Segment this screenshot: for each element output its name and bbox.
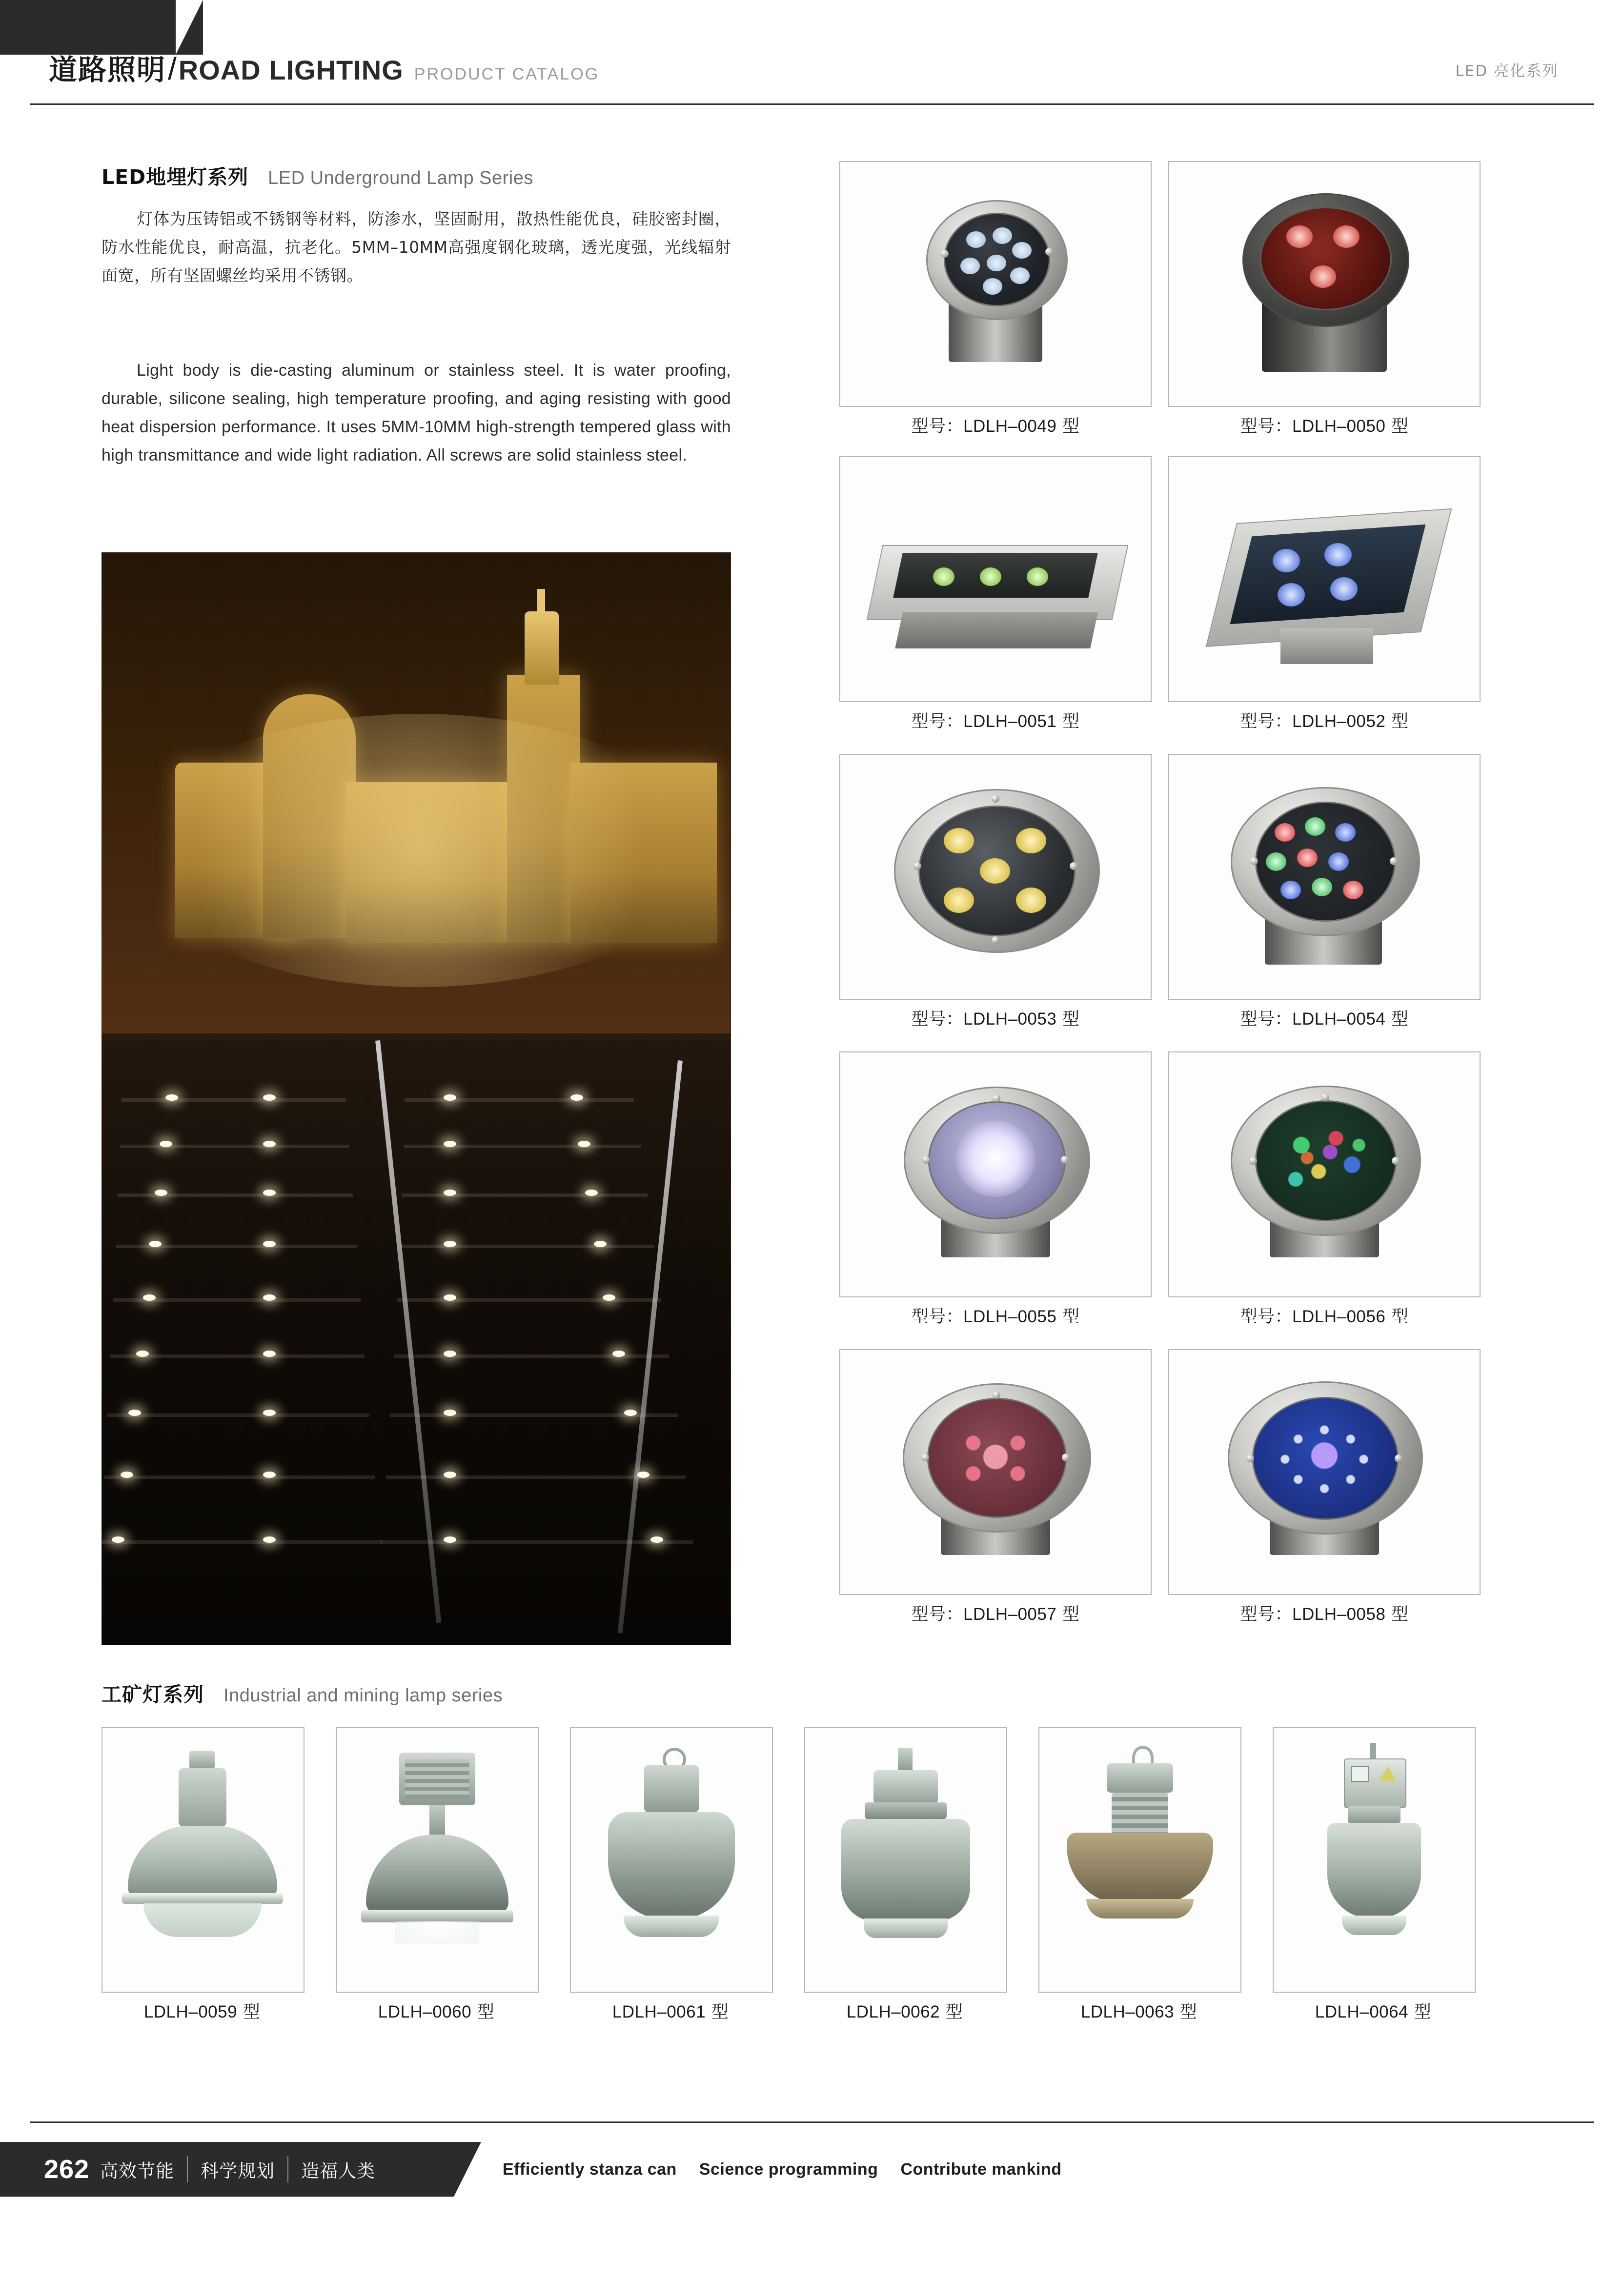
caption-suffix: 型	[945, 2002, 963, 2022]
product-cell[interactable]	[570, 1727, 799, 2030]
caption-prefix: 型号：	[911, 712, 964, 731]
product-caption	[839, 1006, 1152, 1030]
product-image-frame	[1168, 754, 1481, 1000]
product-image-frame	[839, 456, 1152, 702]
product-image-frame	[102, 1727, 304, 1993]
header-title-sub: PRODUCT CATALOG	[414, 65, 600, 83]
product-cell[interactable]	[1038, 1727, 1268, 2030]
footer-left	[44, 2142, 388, 2197]
caption-model: LDLH–0059	[143, 2002, 238, 2021]
paragraph-en	[102, 356, 731, 469]
header-series-label: LED 亮化系列	[1455, 62, 1558, 80]
page-header	[0, 0, 1624, 112]
caption-model: LDLH–0064	[1315, 2002, 1409, 2021]
section-heading-cn: LED地埋灯系列	[102, 165, 249, 189]
caption-suffix: 型	[1414, 2002, 1432, 2022]
night-scene-photo	[102, 552, 731, 1645]
product-caption	[839, 413, 1152, 437]
caption-suffix: 型	[1391, 1605, 1409, 1624]
footer-rule	[30, 2121, 1594, 2123]
caption-prefix: 型号：	[1240, 417, 1293, 436]
product-cell[interactable]	[839, 161, 1152, 434]
product-cell[interactable]	[336, 1727, 565, 2030]
product-cell[interactable]	[839, 1051, 1152, 1325]
caption-model: LDLH–0060	[378, 2002, 472, 2021]
caption-model: LDLH–0062	[846, 2002, 940, 2021]
caption-prefix: 型号：	[1240, 1605, 1293, 1624]
product-caption	[839, 1601, 1152, 1625]
product-caption	[1168, 1601, 1481, 1625]
product-cell[interactable]	[804, 1727, 1034, 2030]
caption-prefix: 型号：	[1240, 712, 1293, 731]
product-caption	[1038, 1999, 1239, 2023]
product-image-frame	[839, 161, 1152, 407]
product-cell[interactable]	[1273, 1727, 1502, 2030]
photo-clock-tower	[525, 611, 559, 685]
caption-prefix: 型号：	[911, 1605, 964, 1624]
product-image-frame	[1168, 1051, 1481, 1297]
caption-prefix: 型号：	[1240, 1010, 1293, 1029]
product-cell[interactable]	[839, 456, 1152, 729]
product-caption	[1168, 708, 1481, 732]
product-image-frame	[1168, 1349, 1481, 1595]
product-cell[interactable]	[1168, 161, 1481, 434]
footer-slogan-cn-2: 科学规划	[187, 2156, 287, 2182]
caption-model: LDLH–0055	[963, 1307, 1057, 1326]
header-title	[49, 47, 599, 88]
product-image-frame	[839, 1051, 1152, 1297]
footer-slogan-cn-3: 造福人类	[287, 2156, 388, 2182]
caption-suffix: 型	[1179, 2002, 1198, 2022]
product-caption	[839, 708, 1152, 732]
photo-stairway	[102, 1040, 731, 1645]
paragraph-en-text: Light body is die-casting aluminum or stainless steel. It is water proofing, durable, silicone sealing, high temperature proofing, and aging resisting with good heat dispersion performance. It uses 5MM-10MM high-strength tempered glass with high transmittance and wide light radiation. All screws are solid stainless steel.	[102, 361, 731, 464]
footer-slogan-cn-1: 高效节能	[100, 2161, 175, 2181]
caption-prefix: 型号：	[911, 1307, 964, 1327]
caption-model: LDLH–0050	[1292, 417, 1386, 436]
product-caption	[1168, 1303, 1481, 1328]
header-title-en: ROAD LIGHTING	[178, 55, 404, 85]
footer-slogan-en-2: Science programming	[699, 2160, 878, 2179]
product-caption	[570, 1999, 771, 2023]
product-image-frame	[839, 754, 1152, 1000]
product-image-frame	[1273, 1727, 1476, 1993]
product-image-frame	[839, 1349, 1152, 1595]
caption-model: LDLH–0058	[1292, 1605, 1386, 1624]
product-image-frame	[1038, 1727, 1241, 1993]
product-image-frame	[1168, 456, 1481, 702]
caption-suffix: 型	[477, 2002, 495, 2022]
section-heading-industrial	[102, 1678, 503, 1707]
product-cell[interactable]	[1168, 456, 1481, 729]
caption-model: LDLH–0061	[612, 2002, 706, 2021]
caption-suffix: 型	[1062, 1605, 1080, 1624]
paragraph-cn	[102, 205, 731, 290]
caption-prefix: 型号：	[911, 417, 964, 436]
product-caption	[804, 1999, 1005, 2023]
product-cell[interactable]	[1168, 754, 1481, 1027]
caption-model: LDLH–0051	[963, 712, 1057, 731]
caption-suffix: 型	[1391, 417, 1409, 436]
product-cell[interactable]	[1168, 1051, 1481, 1325]
caption-prefix: 型号：	[1240, 1307, 1293, 1327]
header-rule	[30, 103, 1594, 105]
header-title-cn: 道路照明	[49, 53, 166, 86]
caption-suffix: 型	[1062, 417, 1080, 436]
caption-suffix: 型	[243, 2002, 261, 2022]
product-cell[interactable]	[1168, 1349, 1481, 1622]
section-heading-en: Industrial and mining lamp series	[223, 1685, 503, 1706]
paragraph-cn-text: 灯体为压铸铝或不锈钢等材料，防渗水，坚固耐用，散热性能优良，硅胶密封圈，防水性能优良，耐高温，抗老化。5MM–10MM高强度钢化玻璃，透光度强，光线辐射面宽，所有坚固螺丝均采用不锈钢。	[102, 209, 731, 285]
section-heading-cn: 工矿灯系列	[102, 1683, 204, 1706]
product-image-frame	[804, 1727, 1007, 1993]
product-cell[interactable]	[839, 754, 1152, 1027]
product-caption	[102, 1999, 303, 2023]
product-caption	[336, 1999, 537, 2023]
caption-model: LDLH–0063	[1080, 2002, 1175, 2021]
product-caption	[1168, 413, 1481, 437]
header-title-slash: /	[168, 51, 177, 86]
caption-model: LDLH–0057	[963, 1605, 1057, 1624]
page-number: 262	[44, 2155, 90, 2184]
caption-suffix: 型	[1391, 1307, 1409, 1327]
caption-suffix: 型	[1062, 1010, 1080, 1029]
section-heading-underground	[102, 161, 533, 190]
caption-suffix: 型	[1062, 1307, 1080, 1327]
product-cell[interactable]	[102, 1727, 331, 2030]
caption-suffix: 型	[711, 2002, 729, 2022]
caption-prefix: 型号：	[911, 1010, 964, 1029]
caption-suffix: 型	[1391, 1010, 1409, 1029]
caption-suffix: 型	[1391, 712, 1409, 731]
caption-model: LDLH–0052	[1292, 712, 1386, 731]
product-image-frame	[336, 1727, 539, 1993]
caption-model: LDLH–0054	[1292, 1010, 1386, 1029]
product-caption	[1168, 1006, 1481, 1030]
product-image-frame	[570, 1727, 773, 1993]
caption-model: LDLH–0049	[963, 417, 1057, 436]
caption-model: LDLH–0053	[963, 1010, 1057, 1029]
footer-right	[503, 2142, 1084, 2197]
product-caption	[1273, 1999, 1474, 2023]
caption-model: LDLH–0056	[1292, 1307, 1386, 1326]
section-heading-en: LED Underground Lamp Series	[268, 168, 533, 188]
footer-slogan-en-3: Contribute mankind	[900, 2160, 1062, 2179]
product-image-frame	[1168, 161, 1481, 407]
footer-slogan-en-1: Efficiently stanza can	[503, 2160, 677, 2179]
photo-skyline-glow	[131, 714, 707, 987]
caption-suffix: 型	[1062, 712, 1080, 731]
product-cell[interactable]	[839, 1349, 1152, 1622]
product-caption	[839, 1303, 1152, 1328]
